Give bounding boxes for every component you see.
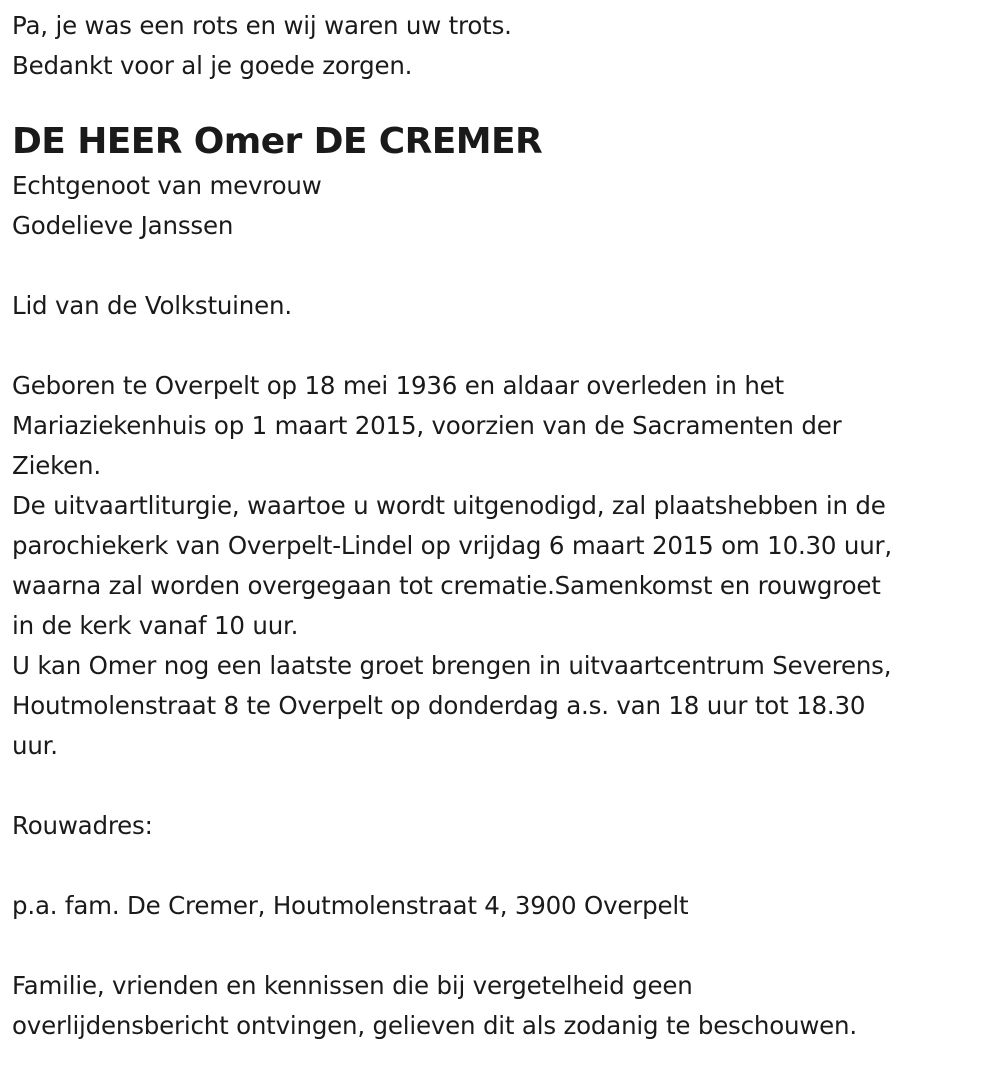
birth-death-line-2: Mariaziekenhuis op 1 maart 2015, voorzien van de Sacramenten der: [12, 411, 842, 440]
spacer: [12, 326, 992, 366]
spouse-info: [12, 166, 992, 246]
funeral-line-2: parochiekerk van Overpelt-Lindel op vrijdag 6 maart 2015 om 10.30 uur,: [12, 531, 893, 560]
visitation-paragraph: [12, 646, 992, 766]
birth-death-paragraph: [12, 366, 992, 486]
intro-line-1: Pa, je was een rots en wij waren uw trots.: [12, 11, 512, 40]
visitation-line-3: uur.: [12, 731, 58, 760]
closing-line-2: overlijdensbericht ontvingen, gelieven dit als zodanig te beschouwen.: [12, 1011, 857, 1040]
spouse-line-1: Echtgenoot van mevrouw: [12, 171, 322, 200]
closing-line-1: Familie, vrienden en kennissen die bij vergetelheid geen: [12, 971, 693, 1000]
closing-paragraph: [12, 966, 992, 1046]
address-label: Rouwadres:: [12, 811, 153, 840]
visitation-line-1: U kan Omer nog een laatste groet brengen in uitvaartcentrum Severens,: [12, 651, 892, 680]
membership-text: Lid van de Volkstuinen.: [12, 291, 292, 320]
birth-death-line-1: Geboren te Overpelt op 18 mei 1936 en aldaar overleden in het: [12, 371, 784, 400]
obituary-notice: [12, 6, 992, 1046]
mourning-address: p.a. fam. De Cremer, Houtmolenstraat 4, 3900 Overpelt: [12, 891, 689, 920]
spacer: [12, 846, 992, 886]
funeral-line-3: waarna zal worden overgegaan tot crematie.Samenkomst en rouwgroet: [12, 571, 881, 600]
funeral-line-4: in de kerk vanaf 10 uur.: [12, 611, 299, 640]
funeral-line-1: De uitvaartliturgie, waartoe u wordt uitgenodigd, zal plaatshebben in de: [12, 491, 886, 520]
visitation-line-2: Houtmolenstraat 8 te Overpelt op donderdag a.s. van 18 uur tot 18.30: [12, 691, 866, 720]
funeral-paragraph: [12, 486, 992, 646]
spouse-line-2: Godelieve Janssen: [12, 211, 234, 240]
birth-death-line-3: Zieken.: [12, 451, 101, 480]
spacer: [12, 766, 992, 806]
intro-verse: [12, 6, 992, 86]
spacer: [12, 926, 992, 966]
intro-line-2: Bedankt voor al je goede zorgen.: [12, 51, 413, 80]
spacer: [12, 246, 992, 286]
deceased-name: DE HEER Omer DE CREMER: [12, 121, 543, 162]
